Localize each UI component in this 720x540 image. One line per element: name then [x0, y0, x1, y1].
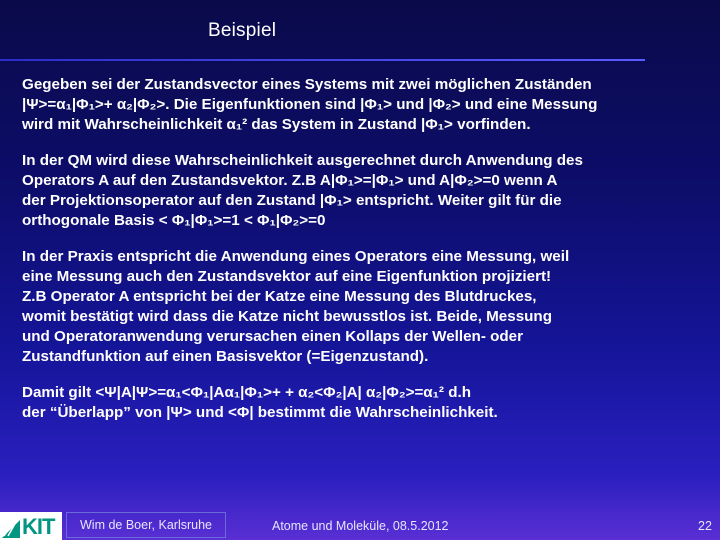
text-line: womit bestätigt wird dass die Katze nicht bewusstlos ist. Beide, Messung — [22, 308, 552, 325]
text-line: In der Praxis entspricht die Anwendung eines Operators eine Messung, weil — [22, 248, 570, 265]
paragraph-3 — [22, 247, 702, 367]
text-line: Zustandfunktion auf einen Basisvektor (=Eigenzustand). — [22, 348, 429, 365]
text-line: |Ψ>=α₁|Φ₁>+ α₂|Φ₂>. Die Eigenfunktionen sind |Φ₁> und |Φ₂> und eine Messung — [22, 96, 598, 113]
text-line: eine Messung auch den Zustandsvektor auf eine Eigenfunktion projiziert! — [22, 268, 552, 285]
text-line: Gegeben sei der Zustandsvector eines Systems mit zwei möglichen Zuständen — [22, 76, 592, 93]
text-line: Z.B Operator A entspricht bei der Katze eine Messung des Blutdruckes, — [22, 288, 537, 305]
text-line: und Operatoranwendung verursachen einen Kollaps der Wellen- oder — [22, 328, 524, 345]
text-line: In der QM wird diese Wahrscheinlichkeit ausgerechnet durch Anwendung des — [22, 152, 583, 169]
text-line: wird mit Wahrscheinlichkeit α₁² das System in Zustand |Φ₁> vorfinden. — [22, 116, 531, 133]
kit-logo — [0, 512, 62, 540]
slide-title: Beispiel — [208, 20, 277, 41]
page-number: 22 — [698, 519, 712, 533]
text-line: der “Überlapp” von |Ψ> und <Φ| bestimmt die Wahrscheinlichkeit. — [22, 404, 498, 421]
text-line: der Projektionsoperator auf den Zustand |Φ₁> entspricht. Weiter gilt für die — [22, 192, 562, 209]
paragraph-4 — [22, 383, 702, 423]
text-line: Operators A auf den Zustandsvektor. Z.B A|Φ₁>=|Φ₁> und A|Φ₂>=0 wenn A — [22, 172, 558, 189]
footer-course: Atome und Moleküle, 08.5.2012 — [272, 519, 449, 533]
title-divider — [0, 59, 645, 61]
footer-author: Wim de Boer, Karlsruhe — [66, 512, 226, 538]
kit-logo-text: KIT — [22, 514, 55, 539]
text-line: orthogonale Basis < Φ₁|Φ₁>=1 < Φ₁|Φ₂>=0 — [22, 212, 326, 229]
paragraph-2 — [22, 151, 702, 231]
slide-body — [22, 75, 702, 439]
text-line: Damit gilt <Ψ|A|Ψ>=α₁<Φ₁|Aα₁|Φ₁>+ + α₂<Φ₂|A| α₂|Φ₂>=α₁² d.h — [22, 384, 471, 401]
paragraph-1 — [22, 75, 702, 135]
kit-logo-icon — [0, 512, 22, 540]
slide-footer — [0, 508, 720, 540]
